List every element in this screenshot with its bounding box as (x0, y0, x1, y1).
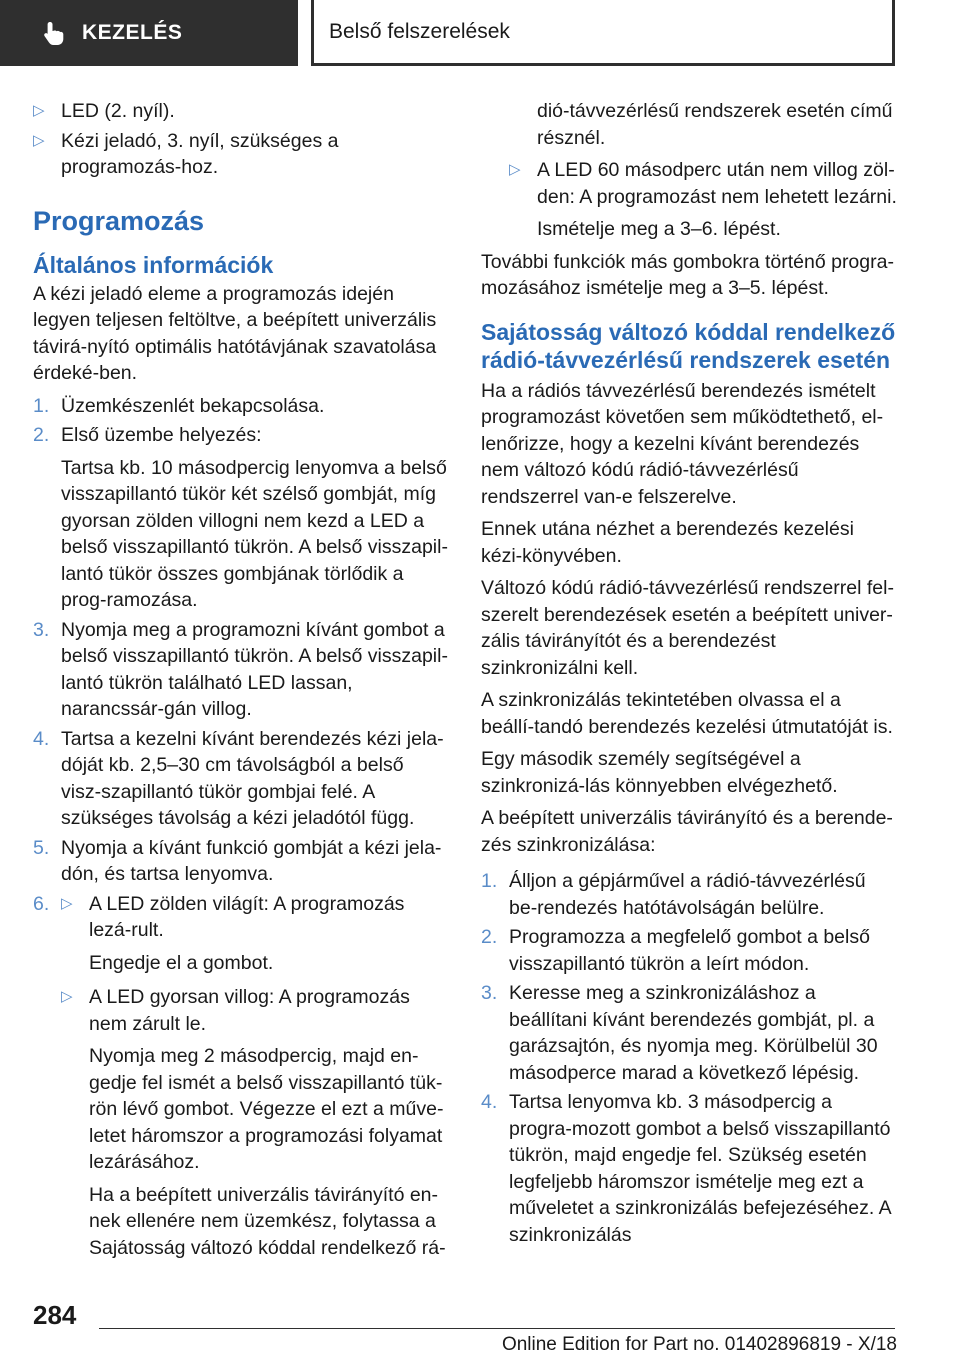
section-label: KEZELÉS (82, 21, 183, 44)
paragraph: A beépített univerzális távirányító és a berende-zés szinkronizálása: (481, 807, 893, 856)
page-header (0, 0, 960, 66)
list-item: ▷ A LED 60 másodperc után nem villog zöl-den: A programozást nem lehetett lezárni. (509, 157, 897, 210)
step-text: Üzemkészenlét bekapcsolása. (61, 394, 325, 417)
step-number: 2. (481, 926, 498, 948)
step-item (481, 868, 897, 921)
step-number: 1. (481, 870, 498, 892)
step-number: 3. (481, 982, 498, 1004)
list-item-continuation: Ismételje meg a 3–6. lépést. (537, 218, 781, 240)
chapter-label: Belső felszerelések (329, 19, 510, 43)
paragraph: Ha a rádiós távvezérlésű berendezés ismételt programozást követően sem működtethető, el-lenőrizze, hogy a kezelni kívánt berendezés nem változó kódú rádió-távvezérlésű rendszerrel van-e felszerelve. (481, 379, 884, 508)
step-item (33, 393, 448, 420)
step-number: 1. (33, 394, 50, 417)
step-text: Nyomja meg a programozni kívánt gombot a belső visszapillantó tükrön. A belső visszapil-lantó tükrön található LED lassan, narancssár-gán villog. (61, 618, 448, 720)
step-text: Keresse meg a szinkronizáláshoz a beállítani kívánt berendezés gombját, pl. a garázsajtón, és nyomja meg. Körülbelül 30 másodperce marad a következő lépésig. (509, 982, 878, 1084)
step-text: Programozza a megfelelő gombot a belső visszapillantó tükrön a leírt módon. (509, 926, 870, 975)
list-item: ▷ LED (2. nyíl). (33, 98, 448, 125)
list-item: ▷ Kézi jeladó, 3. nyíl, szükséges a programozás-hoz. (33, 128, 448, 181)
list-item: ▷ A LED gyorsan villog: A programozás nem zárult le. (61, 984, 448, 1037)
step-number: 3. (33, 618, 50, 641)
section-heading: Programozás (33, 205, 205, 236)
step-item (33, 835, 448, 888)
hand-pointer-icon (40, 19, 68, 47)
step-number: 4. (481, 1091, 498, 1113)
step-number: 2. (33, 424, 50, 446)
left-column (33, 98, 448, 1264)
step-number: 5. (33, 836, 50, 859)
step-number: 6. (33, 892, 50, 915)
chapter-tab (311, 0, 895, 66)
subsection-heading: Általános információk (33, 251, 274, 278)
step-item (33, 617, 448, 723)
step-text: Álljon a gépjárművel a rádió-távvezérlésű be-rendezés hatótávolságán belülre. (509, 870, 866, 919)
intro-paragraph: A kézi jeladó eleme a programozás idején legyen teljesen feltöltve, a beépített univerzális távirá-nyító optimális hatótávjának szavatolása érdeké-ben. (33, 282, 437, 384)
footer-divider (99, 1328, 895, 1329)
list-item-continuation: Nyomja meg 2 másodpercig, majd en-gedje fel ismét a belső visszapillantó tük-rön lévő gombot. Végezze el ezt a műve-letet háromszor a programozási folyamat lezárásához. (89, 1045, 444, 1173)
step-item (481, 924, 897, 977)
subsection-heading: Sajátosság változó kóddal rendelkező rádió-távvezérlésű rendszerek esetén (481, 318, 896, 373)
step-text: Első üzembe helyezés: (61, 424, 262, 446)
step-item (481, 1089, 897, 1248)
step-item (33, 422, 448, 614)
paragraph: A szinkronizálás tekintetében olvassa el a beállí-tandó berendezés kezelési útmutatóját is. (481, 689, 893, 738)
page-number: 284 (33, 1300, 77, 1330)
paragraph: További funkciók más gombokra történő progra-mozásához ismételje meg a 3–5. lépést. (481, 250, 894, 299)
step-item (481, 980, 897, 1086)
paragraph: Változó kódú rádió-távvezérlésű rendszerrel fel-szerelt berendezések esetén a beépített univer-zális távirányítót és a berendezést szinkronizálni kell. (481, 577, 894, 679)
step-item (33, 726, 448, 832)
list-item-continuation: Engedje el a gombot. (89, 951, 274, 974)
list-item: ▷ A LED zölden világít: A programozás lezá-rult. (61, 891, 448, 944)
list-item-continuation: dió-távvezérlésű rendszerek esetén című résznél. (537, 100, 893, 149)
step-text: Tartsa lenyomva kb. 3 másodpercig a progra-mozott gombot a belső visszapillantó tükrön, majd engedje fel. Szükség esetén legfeljebb háromszor ismételje meg ezt a műveletet a szinkronizálás befejezéséhez. A szinkronizálás (509, 1091, 891, 1246)
step-text: Tartsa a kezelni kívánt berendezés kézi jela-dóját kb. 2,5–30 cm távolságból a belső visz-szapillantó tükör gombjai felé. A szükséges távolság a kézi jeladótól függ. (61, 727, 444, 829)
paragraph: Ennek utána nézhet a berendezés kezelési kézi-könyvében. (481, 518, 854, 567)
right-column (481, 98, 897, 1248)
edition-text: Online Edition for Part no. 01402896819 - X/18 (501, 1334, 897, 1355)
section-tab (0, 0, 298, 66)
paragraph: Egy második személy segítségével a szinkronizá-lás könnyebben elvégezhető. (481, 748, 838, 797)
step-text: Nyomja a kívánt funkció gombját a kézi jela-dón, és tartsa lenyomva. (61, 836, 442, 885)
step-item (33, 891, 448, 1262)
list-item-continuation: Ha a beépített univerzális távirányító en-nek ellenére nem üzemkész, folytassa a Sajátosság változó kóddal rendelkező rá- (89, 1183, 446, 1259)
step-number: 4. (33, 727, 50, 750)
step-continuation: Tartsa kb. 10 másodpercig lenyomva a belső visszapillantó tükör két szélső gombját, míg gyorsan zölden villogni nem kezd a LED a belső visszapillantó tükrön. A belső visszapil-lantó tükör összes gombjának törlődik a prog-ramozása. (61, 456, 448, 611)
